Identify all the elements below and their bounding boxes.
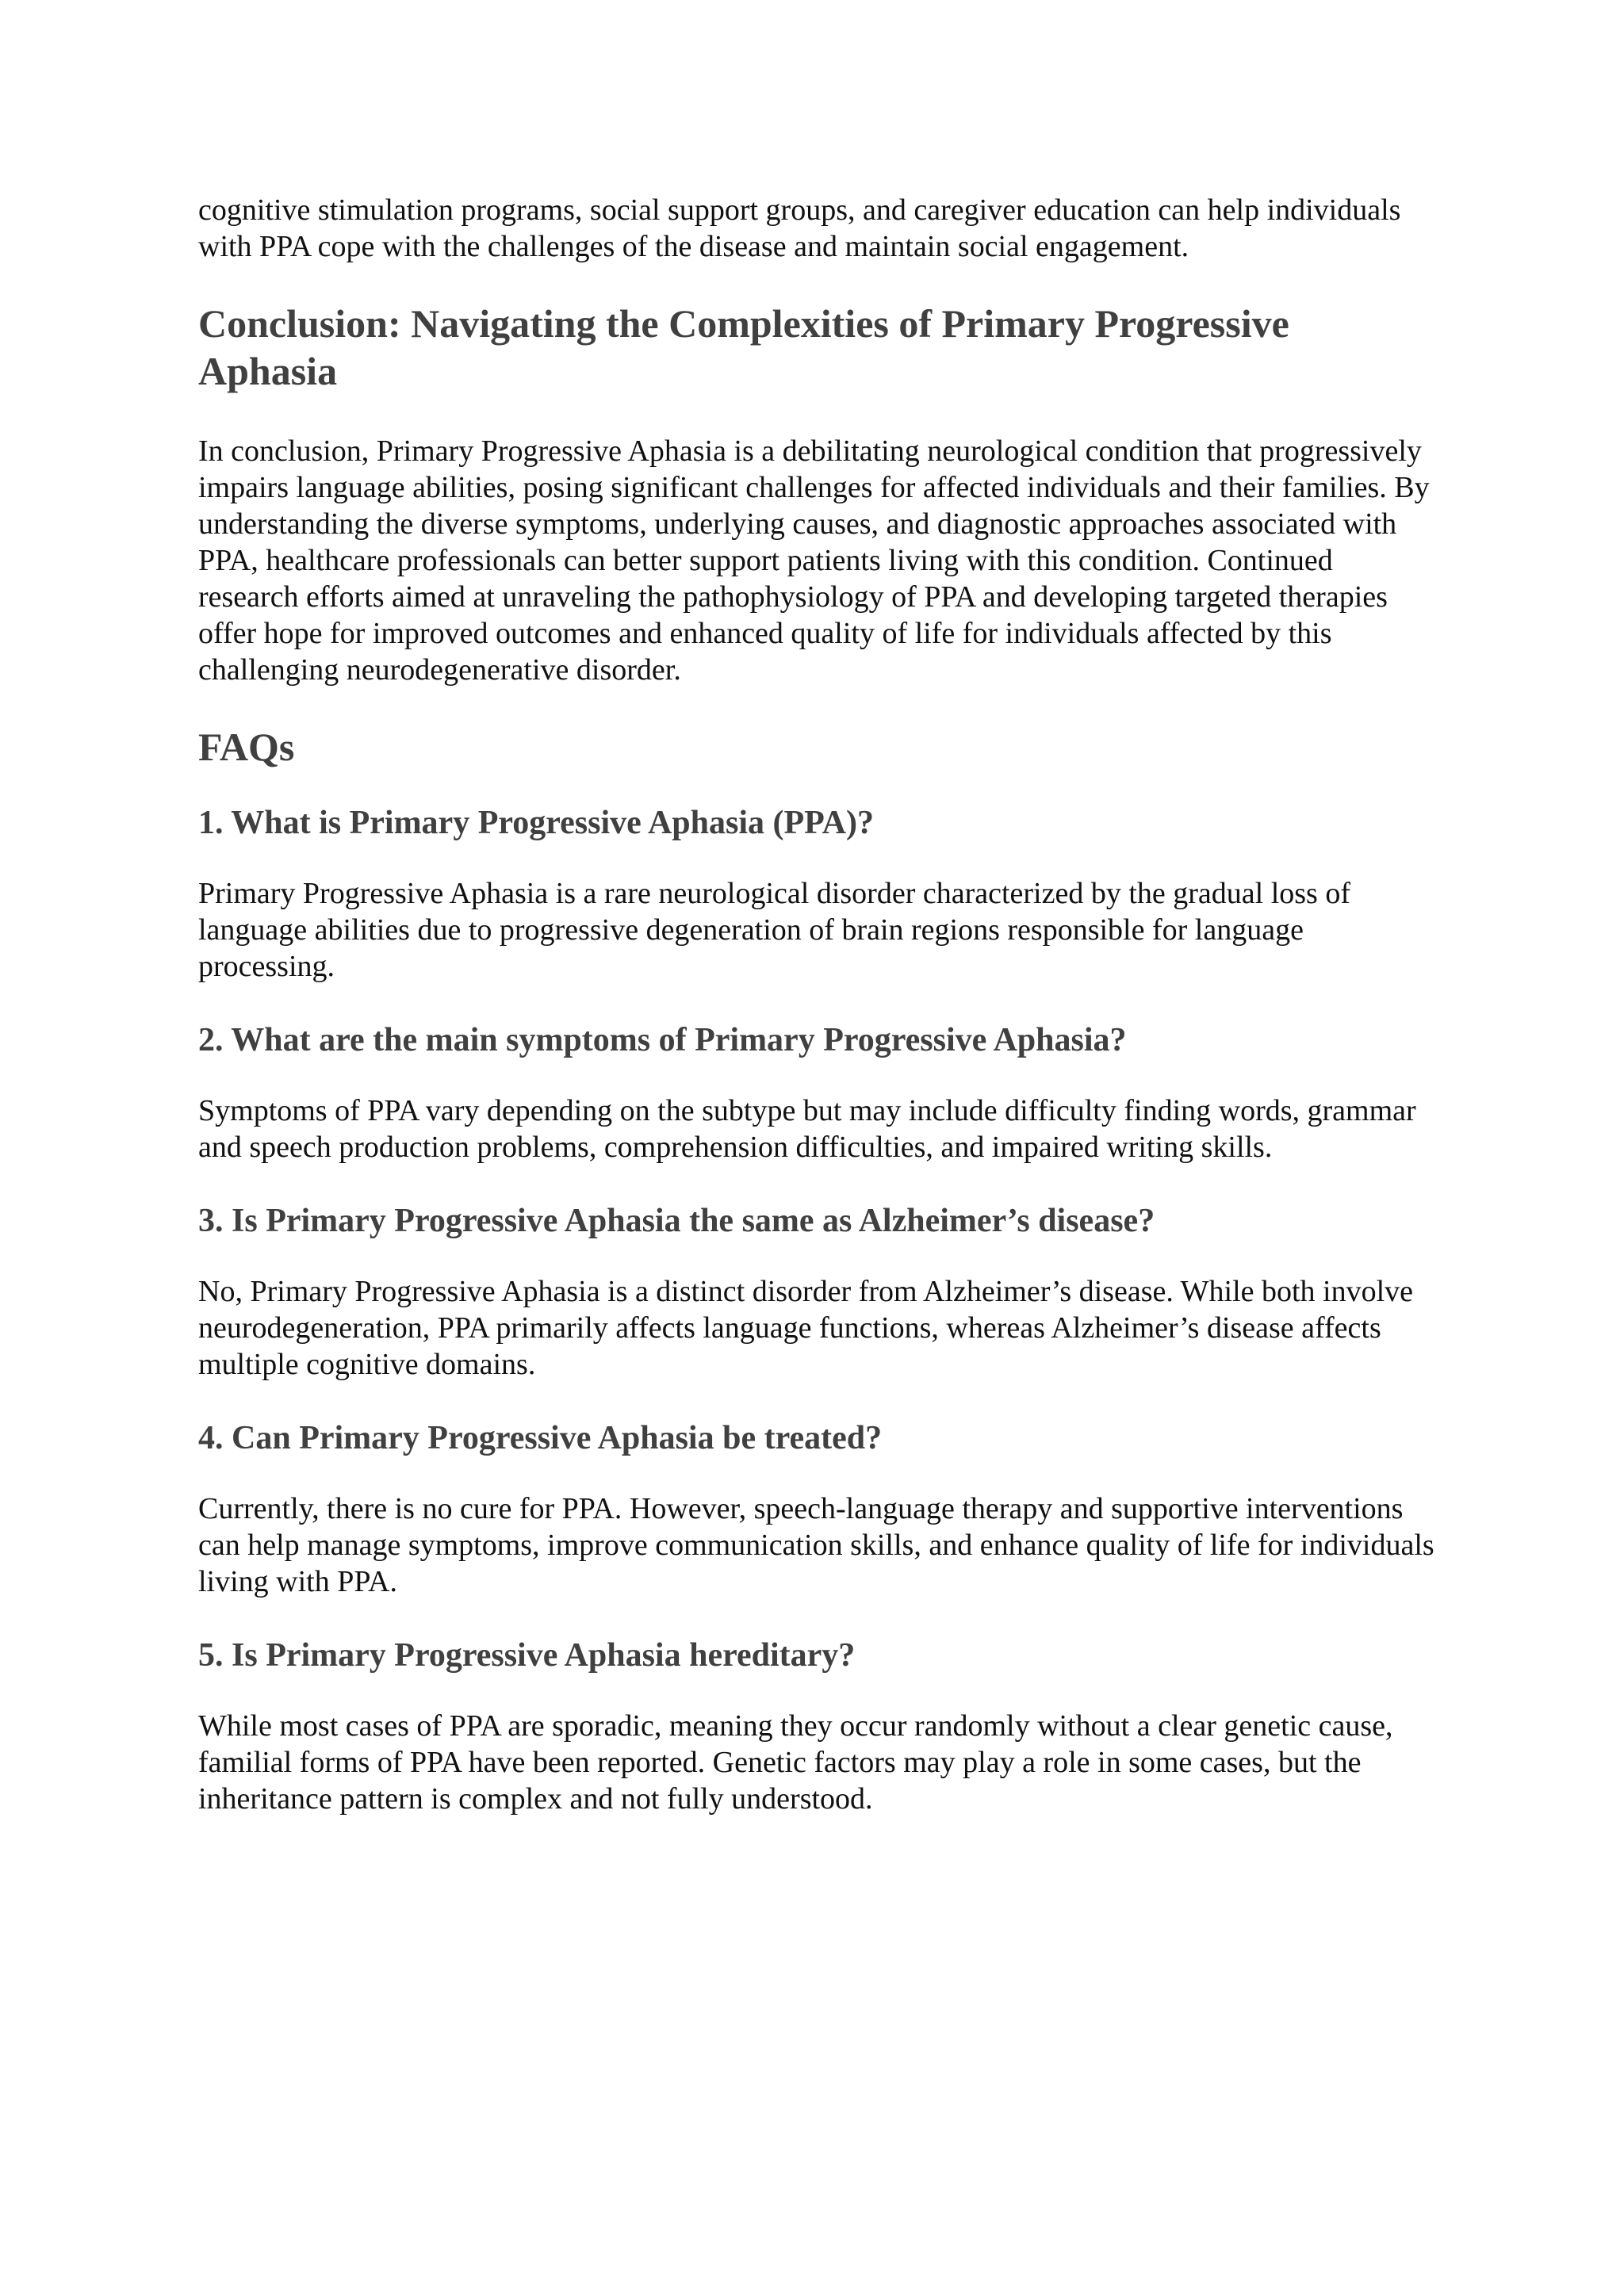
faq-item-5 (198, 1635, 1435, 1817)
faq-question: 3. Is Primary Progressive Aphasia the same as Alzheimer’s disease? (198, 1203, 1155, 1239)
faq-question: 4. Can Primary Progressive Aphasia be treated? (198, 1420, 883, 1456)
faq-list (198, 802, 1435, 1817)
faq-answer: Currently, there is no cure for PPA. However, speech-language therapy and supportive interventions can help manage symptoms, improve communication skills, and enhance quality of life for individuals living with PPA. (198, 1492, 1434, 1598)
faq-answer: While most cases of PPA are sporadic, meaning they occur randomly without a clear genetic cause, familial forms of PPA have been reported. Genetic factors may play a role in some cases, but the inheritance pattern is complex and not fully understood. (198, 1709, 1393, 1816)
document-page (198, 192, 1435, 1817)
conclusion-paragraph: In conclusion, Primary Progressive Aphasia is a debilitating neurological condition that progressively impairs language abilities, posing significant challenges for affected individuals and their families. By understanding the diverse symptoms, underlying causes, and diagnostic approaches associated with PPA, healthcare professionals can better support patients living with this condition. Continued research efforts aimed at unraveling the pathophysiology of PPA and developing targeted therapies offer hope for improved outcomes and enhanced quality of life for individuals affected by this challenging neurodegenerative disorder. (198, 434, 1430, 687)
faq-answer: No, Primary Progressive Aphasia is a distinct disorder from Alzheimer’s disease. While both involve neurodegeneration, PPA primarily affects language functions, whereas Alzheimer’s disease affects multiple cognitive domains. (198, 1275, 1414, 1381)
conclusion-heading: Conclusion: Navigating the Complexities of Primary Progressive Aphasia (198, 301, 1289, 393)
faq-question: 1. What is Primary Progressive Aphasia (PPA)? (198, 805, 874, 841)
intro-paragraph: cognitive stimulation programs, social support groups, and caregiver education can help individuals with PPA cope with the challenges of the disease and maintain social engagement. (198, 193, 1401, 263)
faq-item-1 (198, 802, 1435, 985)
faq-answer: Symptoms of PPA vary depending on the subtype but may include difficulty finding words, grammar and speech production problems, comprehension difficulties, and impaired writing skills. (198, 1094, 1416, 1164)
faq-question: 5. Is Primary Progressive Aphasia hereditary? (198, 1637, 856, 1674)
faq-item-4 (198, 1418, 1435, 1600)
faq-item-2 (198, 1020, 1435, 1165)
faq-item-3 (198, 1200, 1435, 1383)
faq-answer: Primary Progressive Aphasia is a rare neurological disorder characterized by the gradual loss of language abilities due to progressive degeneration of brain regions responsible for language processing. (198, 877, 1350, 983)
faqs-heading: FAQs (198, 725, 295, 769)
faq-question: 2. What are the main symptoms of Primary Progressive Aphasia? (198, 1022, 1127, 1058)
